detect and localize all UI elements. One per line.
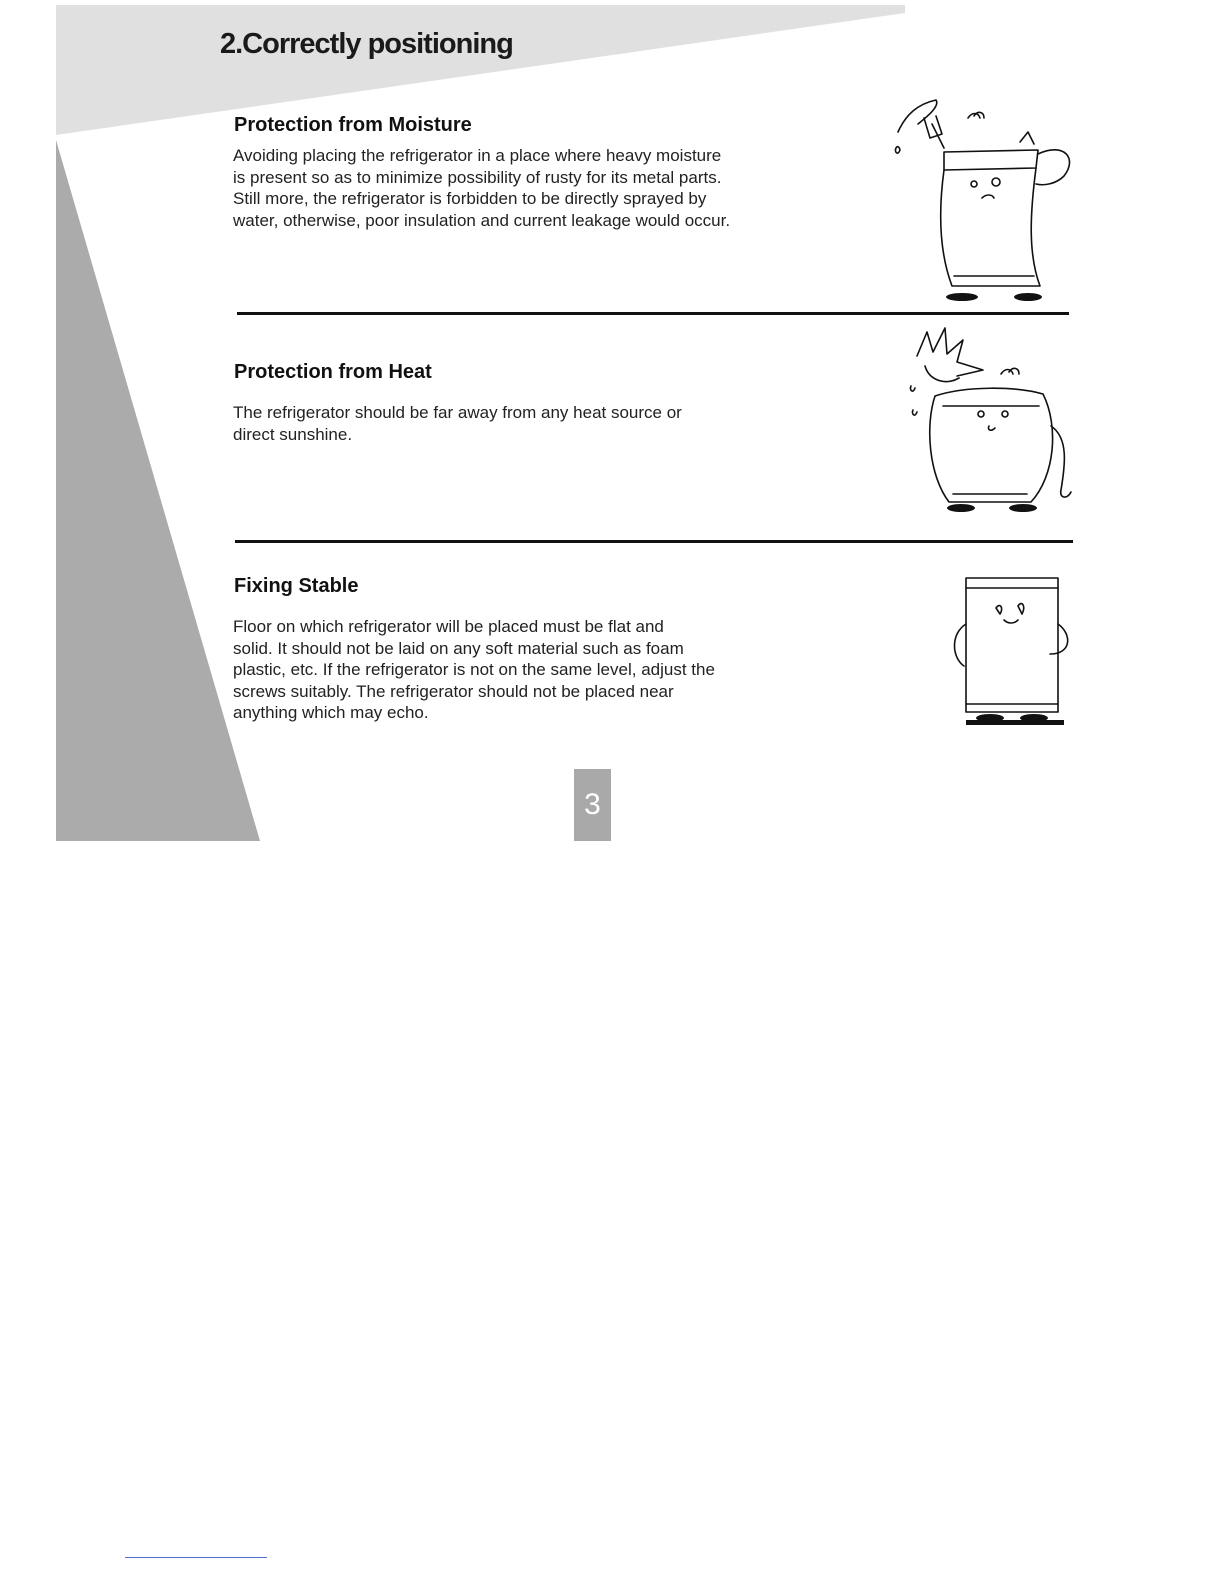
- section-body-fixing-stable: Floor on which refrigerator will be placed must be flat and solid. It should not be laid on any soft material such as foam plastic, etc. If the refrigerator is not on the same level, adjust the screws suitably. The refrigerator should not be placed near anything which may echo.: [233, 617, 715, 722]
- section-heading-fixing-stable: Fixing Stable: [234, 575, 359, 597]
- page-title: 2.Correctly positioning: [220, 28, 513, 60]
- refrigerator-in-rain-icon: [888, 94, 1078, 304]
- refrigerator-standing-icon: [946, 574, 1076, 730]
- dark-gray-band: [56, 140, 260, 841]
- section-divider: [237, 312, 1069, 315]
- footer-line: [125, 1557, 267, 1558]
- section-heading-moisture: Protection from Moisture: [234, 114, 472, 136]
- section-heading-heat: Protection from Heat: [234, 361, 432, 383]
- section-body-heat: The refrigerator should be far away from any heat source or direct sunshine.: [233, 403, 682, 444]
- section-divider: [235, 540, 1073, 543]
- section-body-moisture: Avoiding placing the refrigerator in a place where heavy moisture is present so as to minimize possibility of rusty for its metal parts. Still more, the refrigerator is forbidden to be directly sprayed by water, otherwise, poor insulation and current leakage would occur.: [233, 146, 731, 230]
- page-number: 3: [574, 769, 611, 841]
- refrigerator-in-heat-icon: [905, 326, 1073, 516]
- light-gray-band: [56, 5, 905, 135]
